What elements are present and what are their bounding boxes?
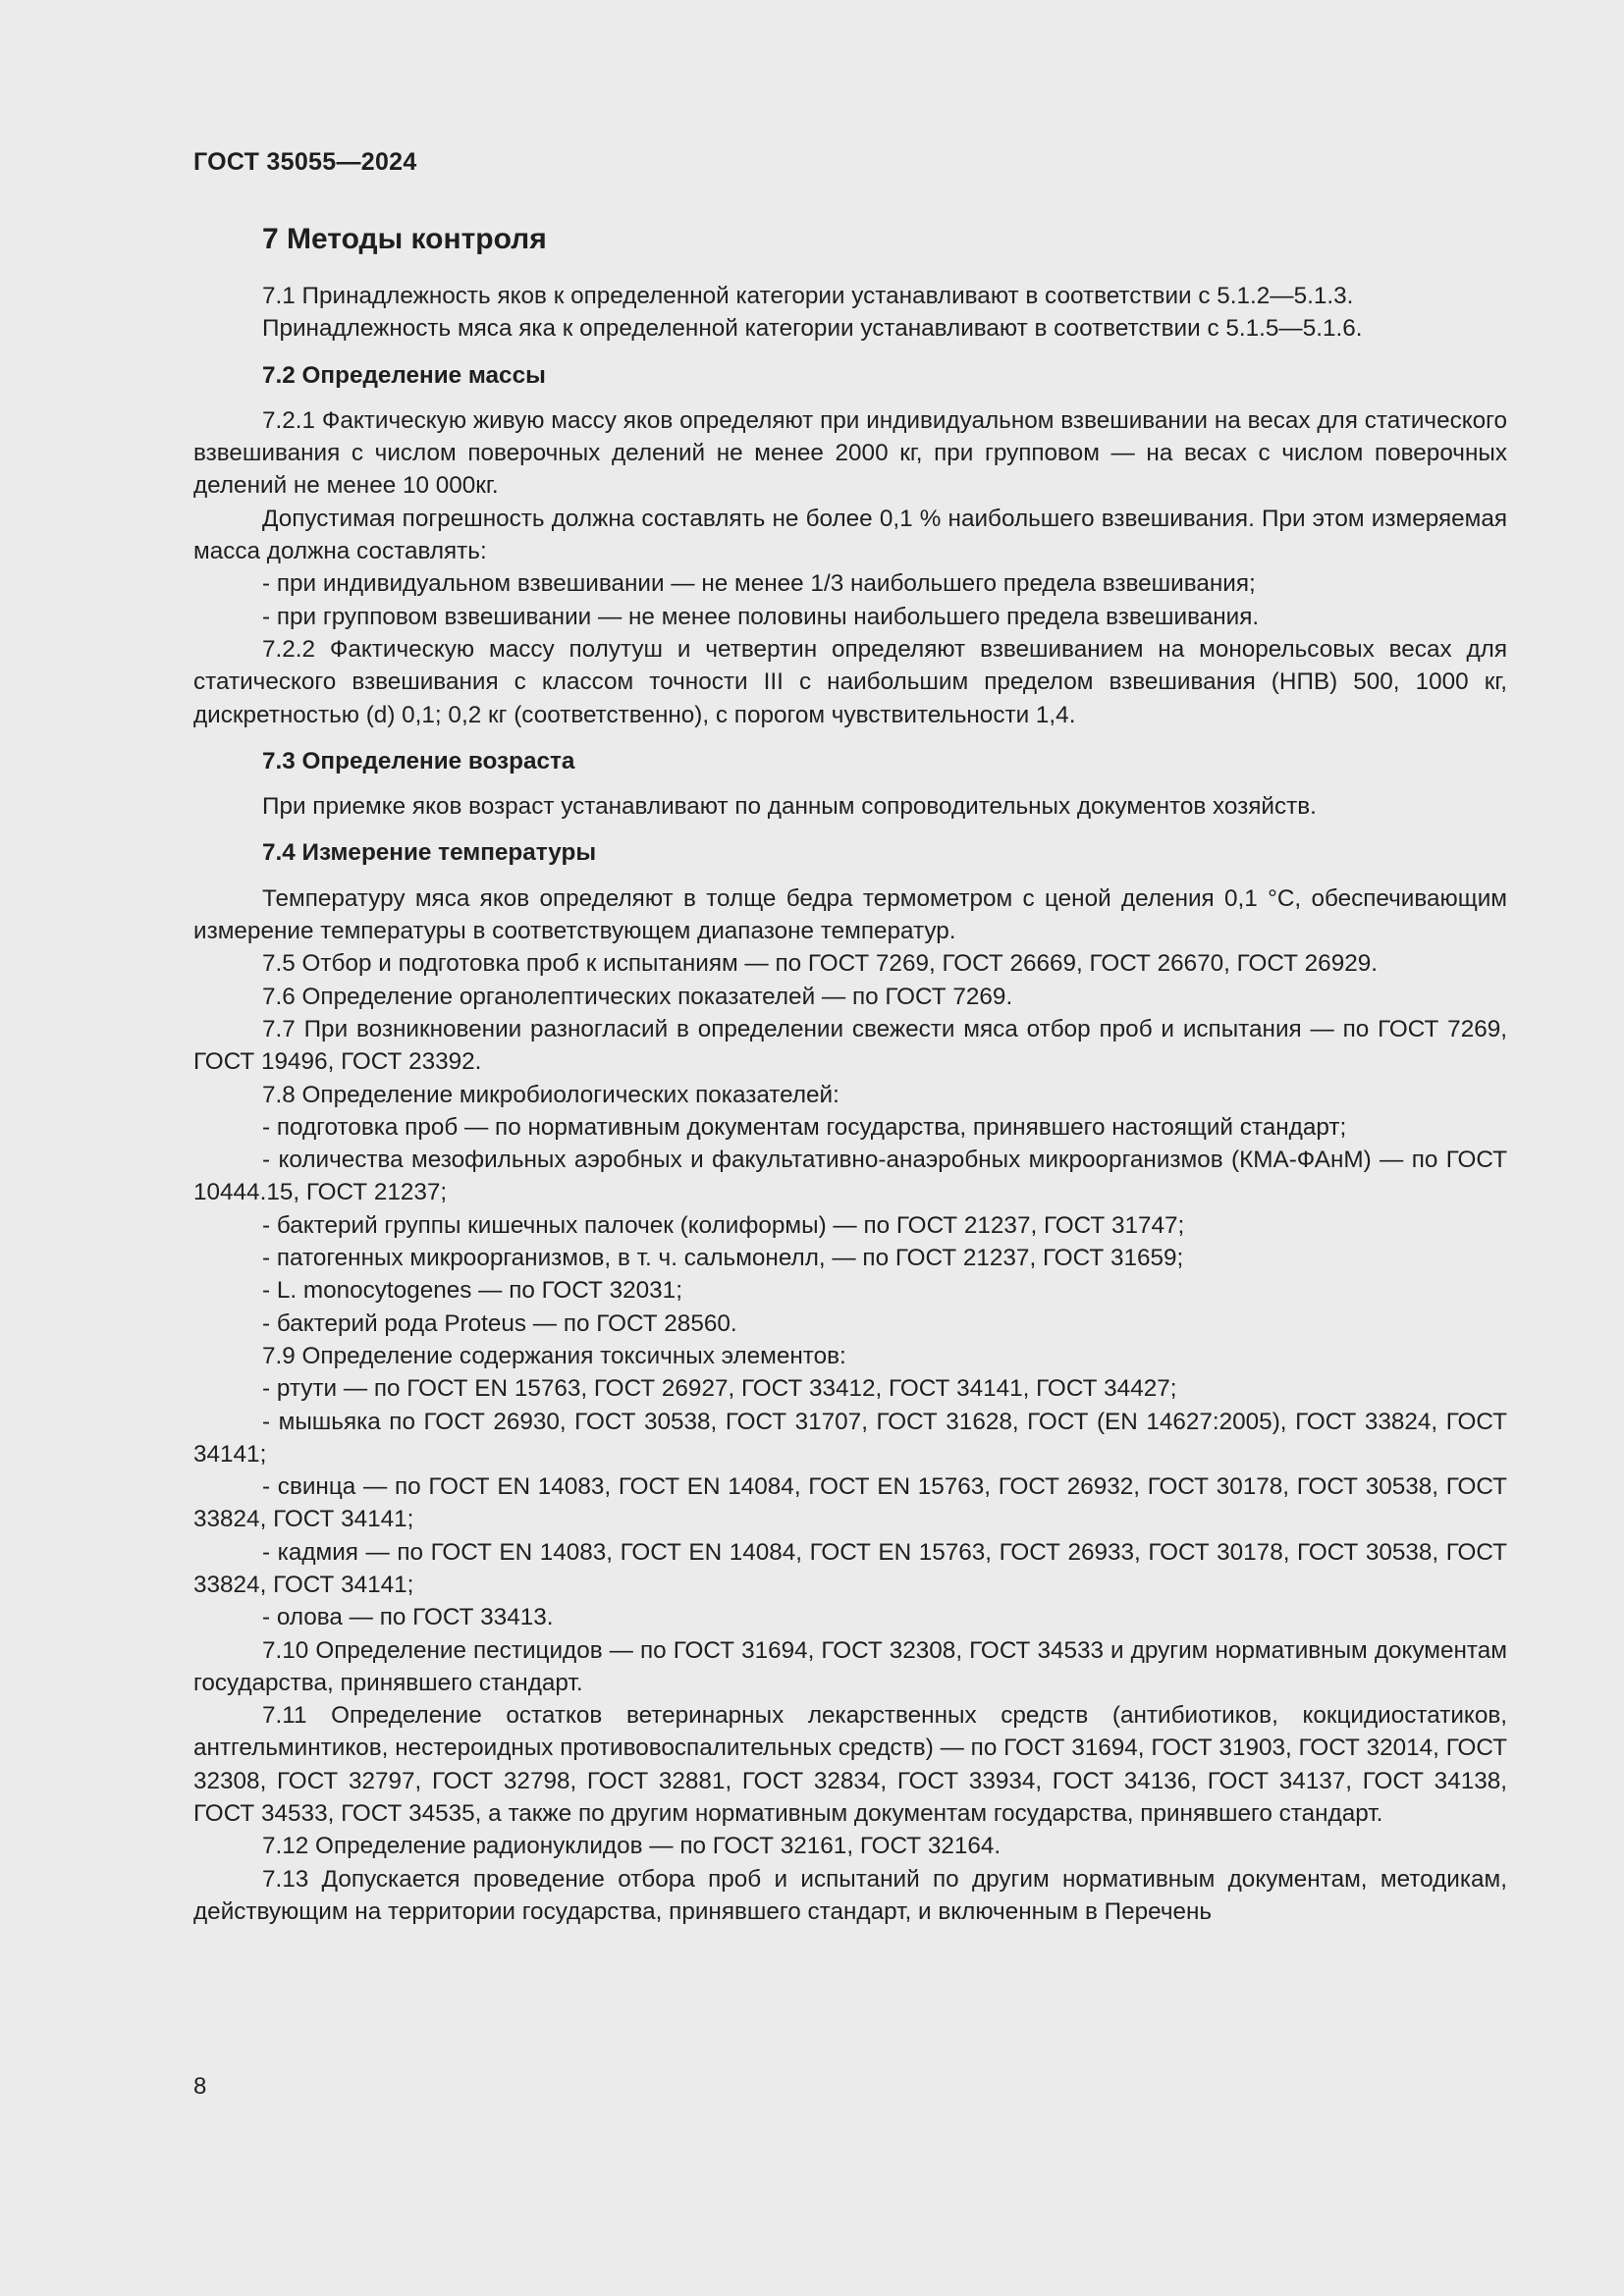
- paragraph-7-13: 7.13 Допускается проведение отбора проб и испытаний по другим нормативным документам, методикам, действующим на территории государства, принявшего стандарт, и включенным в Перечень: [193, 1865, 1507, 1925]
- list-item: - количества мезофильных аэробных и факультативно-анаэробных микроорганизмов (КМА-ФАнМ) — по ГОСТ 10444.15, ГОСТ 21237;: [193, 1147, 1507, 1206]
- subsection-title-7-4: 7.4 Измерение температуры: [262, 839, 597, 867]
- paragraph-7-2-1-tolerance: Допустимая погрешность должна составлять не более 0,1 % наибольшего взвешивания. При этом измеряемая масса должна составлять:: [193, 505, 1507, 565]
- list-item: - при индивидуальном взвешивании — не менее 1/3 наибольшего предела взвешивания;: [262, 570, 1256, 598]
- section-title: 7 Методы контроля: [262, 223, 547, 255]
- paragraph-7-9: 7.9 Определение содержания токсичных элементов:: [262, 1342, 846, 1369]
- list-item: - L. monocytogenes — по ГОСТ 32031;: [262, 1277, 682, 1305]
- paragraph-7-5: 7.5 Отбор и подготовка проб к испытаниям — по ГОСТ 7269, ГОСТ 26669, ГОСТ 26670, ГОСТ 26929.: [262, 950, 1378, 978]
- document-header: ГОСТ 35055—2024: [193, 148, 417, 176]
- paragraph-7-1-meat: Принадлежность мяса яка к определенной категории устанавливают в соответствии с 5.1.5—5.1.6.: [262, 315, 1363, 343]
- paragraph-7-2-2: 7.2.2 Фактическую массу полутуш и четвертин определяют взвешиванием на монорельсовых весах для статического взвешивания с классом точности III с наибольшим пределом взвешивания (НПВ) 500, 1000 кг, дискретностью (d) 0,1; 0,2 кг (соответственно), с порогом чувствительности 1,4.: [193, 635, 1507, 728]
- paragraph-7-7: 7.7 При возникновении разногласий в определении свежести мяса отбор проб и испытания — по ГОСТ 7269, ГОСТ 19496, ГОСТ 23392.: [193, 1015, 1507, 1076]
- subsection-title-7-2: 7.2 Определение массы: [262, 361, 546, 389]
- list-item: - бактерий рода Proteus — по ГОСТ 28560.: [262, 1309, 737, 1337]
- page-number: 8: [193, 2073, 207, 2100]
- paragraph-7-4: Температуру мяса яков определяют в толще бедра термометром с ценой деления 0,1 °С, обеспечивающим измерение температуры в соответствующем диапазоне температур.: [193, 884, 1507, 945]
- paragraph-7-3: При приемке яков возраст устанавливают по данным сопроводительных документов хозяйств.: [262, 793, 1317, 821]
- paragraph-7-11: 7.11 Определение остатков ветеринарных лекарственных средств (антибиотиков, кокцидиостатиков, антгельминтиков, нестероидных противовоспалительных средств) — по ГОСТ 31694, ГОСТ 31903, ГОСТ 32014, ГОСТ 32308, ГОСТ 32797, ГОСТ 32798, ГОСТ 32881, ГОСТ 32834, ГОСТ 33934, ГОСТ 34136, ГОСТ 34137, ГОСТ 34138, ГОСТ 34533, ГОСТ 34535, а также по другим нормативным документам государства, принявшего стандарт.: [193, 1702, 1507, 1828]
- list-item: - ртути — по ГОСТ EN 15763, ГОСТ 26927, ГОСТ 33412, ГОСТ 34141, ГОСТ 34427;: [262, 1375, 1177, 1403]
- paragraph-7-6: 7.6 Определение органолептических показателей — по ГОСТ 7269.: [262, 983, 1013, 1010]
- list-item: - олова — по ГОСТ 33413.: [262, 1604, 554, 1631]
- list-item: - мышьяка по ГОСТ 26930, ГОСТ 30538, ГОСТ 31707, ГОСТ 31628, ГОСТ (EN 14627:2005), ГОСТ 33824, ГОСТ 34141;: [193, 1408, 1507, 1468]
- paragraph-7-8: 7.8 Определение микробиологических показателей:: [262, 1081, 839, 1108]
- list-item: - кадмия — по ГОСТ EN 14083, ГОСТ EN 14084, ГОСТ EN 15763, ГОСТ 26933, ГОСТ 30178, ГОСТ 30538, ГОСТ 33824, ГОСТ 34141;: [193, 1538, 1507, 1598]
- paragraph-7-12: 7.12 Определение радионуклидов — по ГОСТ 32161, ГОСТ 32164.: [262, 1833, 1001, 1860]
- paragraph-7-2-1: 7.2.1 Фактическую живую массу яков определяют при индивидуальном взвешивании на весах для статического взвешивания с числом поверочных делений не менее 2000 кг, при групповом — на весах с числом поверочных делений не менее 10 000кг.: [193, 406, 1507, 500]
- list-item: - при групповом взвешивании — не менее половины наибольшего предела взвешивания.: [262, 603, 1260, 630]
- subsection-title-7-3: 7.3 Определение возраста: [262, 747, 575, 774]
- list-item: - патогенных микроорганизмов, в т. ч. сальмонелл, — по ГОСТ 21237, ГОСТ 31659;: [262, 1245, 1184, 1272]
- paragraph-7-10: 7.10 Определение пестицидов — по ГОСТ 31694, ГОСТ 32308, ГОСТ 34533 и другим нормативным документам государства, принявшего стандарт.: [193, 1636, 1507, 1696]
- document-body: [193, 222, 1507, 1928]
- list-item: - подготовка проб — по нормативным документам государства, принявшего настоящий стандарт;: [262, 1113, 1347, 1141]
- list-item: - бактерий группы кишечных палочек (колиформы) — по ГОСТ 21237, ГОСТ 31747;: [262, 1211, 1185, 1239]
- paragraph-7-1: 7.1 Принадлежность яков к определенной категории устанавливают в соответствии с 5.1.2—5.1.3.: [262, 283, 1354, 309]
- list-item: - свинца — по ГОСТ EN 14083, ГОСТ EN 14084, ГОСТ EN 15763, ГОСТ 26932, ГОСТ 30178, ГОСТ 30538, ГОСТ 33824, ГОСТ 34141;: [193, 1473, 1507, 1533]
